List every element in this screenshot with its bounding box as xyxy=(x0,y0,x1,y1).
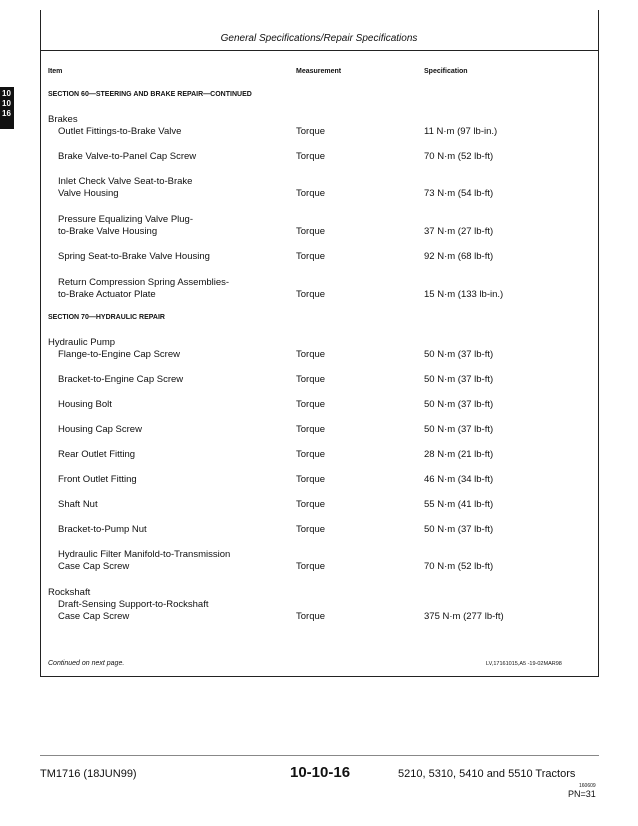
row-specification: 73 N·m (54 lb-ft) xyxy=(424,188,494,199)
tab-label: 10 xyxy=(2,99,11,108)
row-item-text: Case Cap Screw xyxy=(58,561,130,572)
frame-left-top xyxy=(40,10,41,50)
footer-code: 160609 xyxy=(579,783,596,789)
row-measurement: Torque xyxy=(296,499,326,510)
row-item-text: Rear Outlet Fitting xyxy=(58,449,136,460)
row-specification: 50 N·m (37 lb-ft) xyxy=(424,424,494,435)
footer-rule xyxy=(40,755,599,756)
row-item-text: to-Brake Actuator Plate xyxy=(58,289,156,300)
row-item-text: Housing Bolt xyxy=(58,399,112,410)
column-header-specification: Specification xyxy=(424,68,468,75)
row-item-text: Outlet Fittings-to-Brake Valve xyxy=(58,126,182,137)
document-reference: LV,17161015,A5 -19-02MAR98 xyxy=(486,661,562,667)
row-specification: 28 N·m (21 lb-ft) xyxy=(424,449,494,460)
row-measurement: Torque xyxy=(296,399,326,410)
row-item-text: Bracket-to-Pump Nut xyxy=(58,524,147,535)
group-heading-brakes: Brakes xyxy=(48,114,78,125)
row-item-text: Bracket-to-Engine Cap Screw xyxy=(58,374,184,385)
row-item-text: Draft-Sensing Support-to-Rockshaft xyxy=(58,599,209,610)
section-heading-60: SECTION 60—STEERING AND BRAKE REPAIR—CONTINUED xyxy=(48,91,252,98)
footer-page-number: 10-10-16 xyxy=(290,764,351,781)
row-measurement: Torque xyxy=(296,374,326,385)
row-specification: 50 N·m (37 lb-ft) xyxy=(424,399,494,410)
row-item-text: to-Brake Valve Housing xyxy=(58,226,158,237)
row-specification: 70 N·m (52 lb-ft) xyxy=(424,151,494,162)
row-item-text: Case Cap Screw xyxy=(58,611,130,622)
page-header-title: General Specifications/Repair Specifications xyxy=(220,33,418,44)
row-specification: 11 N·m (97 lb-in.) xyxy=(424,126,498,137)
row-item-text: Shaft Nut xyxy=(58,499,98,510)
row-measurement: Torque xyxy=(296,226,326,237)
row-item-text: Brake Valve-to-Panel Cap Screw xyxy=(58,151,197,162)
tab-label: 10 xyxy=(2,89,11,98)
header-rule xyxy=(40,50,599,51)
row-measurement: Torque xyxy=(296,289,326,300)
group-heading-rockshaft: Rockshaft xyxy=(48,587,91,598)
column-header-item: Item xyxy=(48,68,63,75)
footer-models: 5210, 5310, 5410 and 5510 Tractors xyxy=(398,768,576,780)
group-heading-hydraulic-pump: Hydraulic Pump xyxy=(48,337,116,348)
frame-right xyxy=(598,50,599,677)
row-specification: 92 N·m (68 lb-ft) xyxy=(424,251,494,262)
row-item-text: Pressure Equalizing Valve Plug- xyxy=(58,214,194,225)
row-measurement: Torque xyxy=(296,188,326,199)
row-specification: 50 N·m (37 lb-ft) xyxy=(424,524,494,535)
row-specification: 15 N·m (133 lb-in.) xyxy=(424,289,504,300)
row-item-text: Housing Cap Screw xyxy=(58,424,142,435)
row-measurement: Torque xyxy=(296,524,326,535)
row-measurement: Torque xyxy=(296,151,326,162)
tab-label: 16 xyxy=(2,109,11,118)
row-measurement: Torque xyxy=(296,561,326,572)
row-item-text: Inlet Check Valve Seat-to-Brake xyxy=(58,176,193,187)
frame-bottom xyxy=(40,676,599,677)
frame-right-top xyxy=(598,10,599,50)
section-thumb-tab xyxy=(0,87,14,129)
row-item-text: Spring Seat-to-Brake Valve Housing xyxy=(58,251,210,262)
section-heading-70: SECTION 70—HYDRAULIC REPAIR xyxy=(48,314,165,321)
frame-left xyxy=(40,50,41,677)
row-measurement: Torque xyxy=(296,251,326,262)
continued-note: Continued on next page. xyxy=(48,660,125,667)
row-specification: 70 N·m (52 lb-ft) xyxy=(424,561,494,572)
footer-manual-id: TM1716 (18JUN99) xyxy=(40,768,137,780)
row-specification: 375 N·m (277 lb-ft) xyxy=(424,611,504,622)
column-header-measurement: Measurement xyxy=(296,68,342,75)
row-measurement: Torque xyxy=(296,611,326,622)
row-specification: 50 N·m (37 lb-ft) xyxy=(424,374,494,385)
row-item-text: Valve Housing xyxy=(58,188,119,199)
row-measurement: Torque xyxy=(296,349,326,360)
row-measurement: Torque xyxy=(296,424,326,435)
row-measurement: Torque xyxy=(296,449,326,460)
row-item-text: Hydraulic Filter Manifold-to-Transmission xyxy=(58,549,231,560)
row-specification: 37 N·m (27 lb-ft) xyxy=(424,226,494,237)
footer-pn: PN=31 xyxy=(568,789,596,799)
row-measurement: Torque xyxy=(296,126,326,137)
row-item-text: Flange-to-Engine Cap Screw xyxy=(58,349,180,360)
row-specification: 55 N·m (41 lb-ft) xyxy=(424,499,494,510)
row-item-text: Front Outlet Fitting xyxy=(58,474,137,485)
row-item-text: Return Compression Spring Assemblies- xyxy=(58,277,230,288)
row-measurement: Torque xyxy=(296,474,326,485)
row-specification: 46 N·m (34 lb-ft) xyxy=(424,474,494,485)
row-specification: 50 N·m (37 lb-ft) xyxy=(424,349,494,360)
